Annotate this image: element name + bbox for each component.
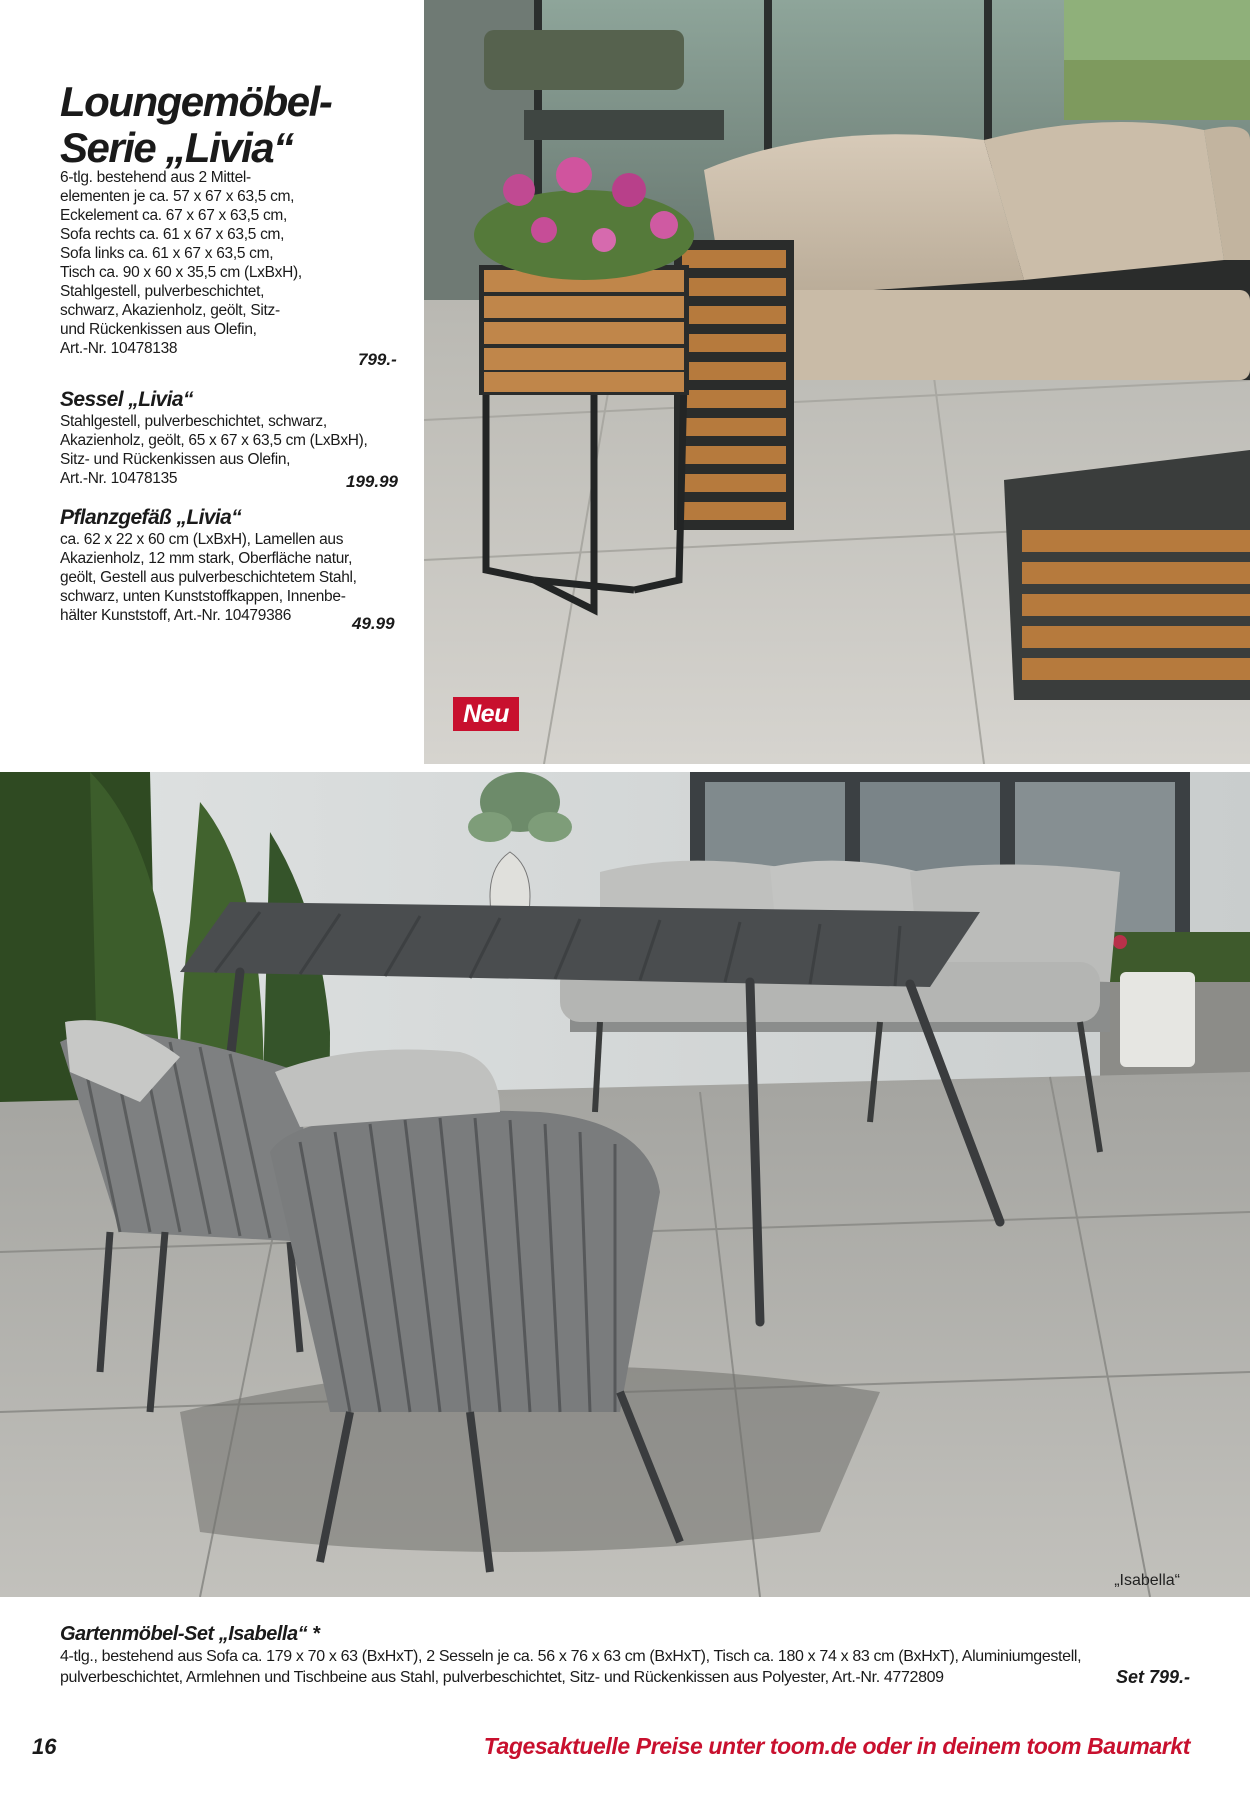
page-number: 16 [32,1734,57,1759]
photo-caption: „Isabella“ [1114,1572,1180,1589]
garden-set-photo [0,772,1250,1597]
lounge-title-line1: Loungemöbel- [60,78,332,125]
armchair-title: Sessel „Livia“ [60,388,193,411]
new-badge: Neu [453,697,519,731]
footer-price-note[interactable]: Tagesaktuelle Preise unter toom.de oder in deinem toom Baumarkt [483,1733,1190,1759]
garden-set-description: 4-tlg., bestehend aus Sofa ca. 179 x 70 x 63 (BxHxT), 2 Sesseln je ca. 56 x 76 x 63 cm (BxHxT), Tisch ca. 180 x 74 x 83 cm (BxHxT), Aluminiumgestell, pulverbeschichtet, Armlehnen und Tischbeine aus Stahl, pulverbeschichtet, Sitz- und Rückenkissen aus Polyester, Art.-Nr. 4772809 [60,1648,1082,1686]
planter-description: ca. 62 x 22 x 60 cm (LxBxH), Lamellen aus Akazienholz, 12 mm stark, Oberfläche natur, geölt, Gestell aus pulverbeschichtetem Stahl, schwarz, unten Kunststoffkappen, Innenbe- hälter Kunststoff, Art.-Nr. 10479386 [60,531,357,624]
garden-set-price: Set 799.- [1115,1667,1190,1687]
armchair-price: 199.99 [346,472,398,491]
garden-set-title: Gartenmöbel-Set „Isabella“ * [60,1623,320,1645]
planter-title: Pflanzgefäß „Livia“ [60,506,242,529]
lounge-photo-illustration [424,0,1250,764]
armchair-description: Stahlgestell, pulverbeschichtet, schwarz, Akazienholz, geölt, 65 x 67 x 63,5 cm (LxBxH), Sitz- und Rückenkissen aus Olefin, Art.-Nr. 10478135 [60,413,368,487]
lounge-description: 6-tlg. bestehend aus 2 Mittel- elementen je ca. 57 x 67 x 63,5 cm, Eckelement ca. 67 x 67 x 63,5 cm, Sofa rechts ca. 61 x 67 x 63,5 cm, Sofa links ca. 61 x 67 x 63,5 cm, Tisch ca. 90 x 60 x 35,5 cm (LxBxH), Stahlgestell, pulverbeschichtet, schwarz, Akazienholz, geölt, Sitz- und Rückenkissen aus Olefin, Art.-Nr. 10478138 [60,169,302,357]
lounge-photo [424,0,1250,764]
lounge-title-line2: Serie „Livia“ [60,124,293,171]
garden-set-photo-illustration [0,772,1250,1597]
planter-price: 49.99 [352,614,395,633]
lounge-price: 799.- [358,350,397,369]
